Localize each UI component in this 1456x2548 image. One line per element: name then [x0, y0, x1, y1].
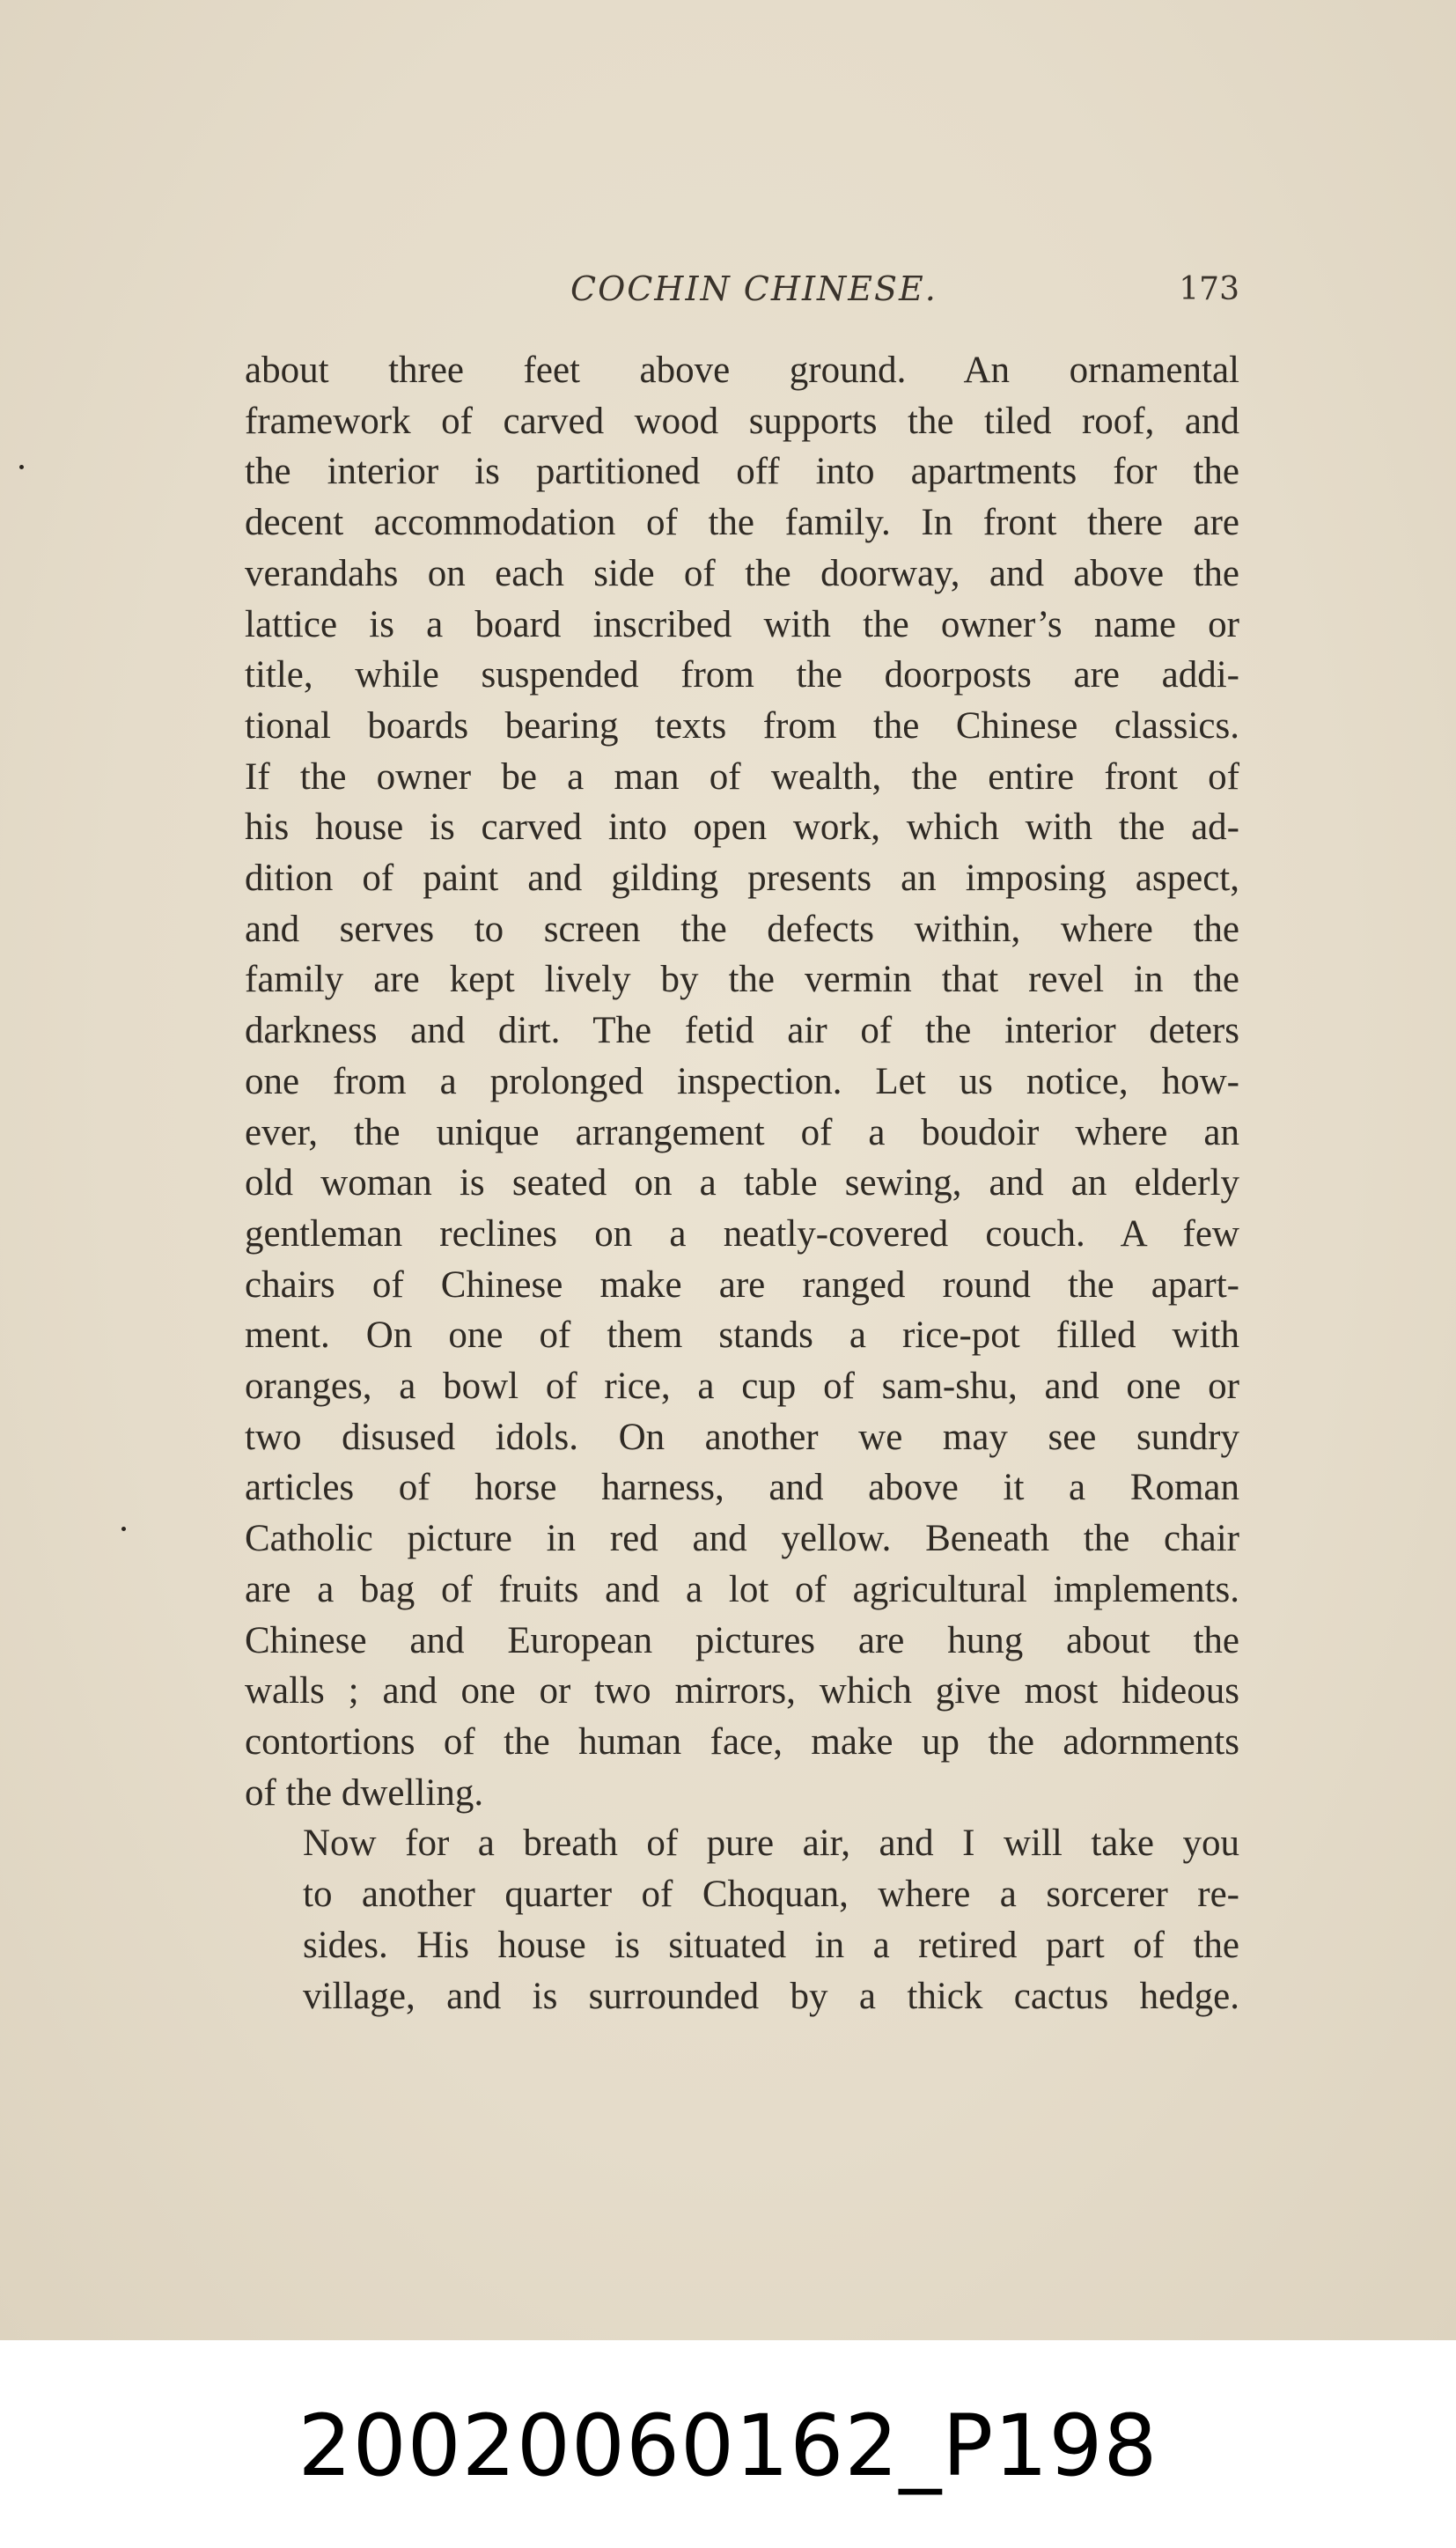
text-line: are a bag of fruits and a lot of agricultural implements.: [245, 1568, 1239, 1610]
text-line: to another quarter of Choquan, where a sorcerer re-: [303, 1874, 1239, 1916]
scan-identifier: 20020060162_P198: [298, 2397, 1158, 2495]
text-line: and serves to screen the defects within, where the: [245, 908, 1239, 950]
paper-speck: [19, 465, 24, 469]
text-line: darkness and dirt. The fetid air of the interior deters: [245, 1010, 1239, 1052]
text-line: one from a prolonged inspection. Let us notice, how-: [245, 1060, 1239, 1102]
text-line: articles of horse harness, and above it a Roman: [245, 1467, 1239, 1509]
text-line: ment. On one of them stands a rice-pot filled with: [245, 1315, 1239, 1357]
paragraph-2: [245, 1818, 1239, 2021]
text-line: chairs of Chinese make are ranged round the apart-: [245, 1263, 1239, 1306]
running-title: COCHIN CHINESE.: [570, 269, 938, 308]
text-line: tional boards bearing texts from the Chinese classics.: [245, 704, 1239, 747]
text-line: sides. His house is situated in a retired part of the: [303, 1924, 1239, 1966]
text-line: family are kept lively by the vermin that revel in the: [245, 959, 1239, 1001]
text-line: lattice is a board inscribed with the owner’s name or: [245, 603, 1239, 645]
text-line: decent accommodation of the family. In front there are: [245, 502, 1239, 544]
text-line: gentleman reclines on a neatly-covered couch. A few: [245, 1212, 1239, 1255]
text-line: Catholic picture in red and yellow. Beneath the chair: [245, 1518, 1239, 1560]
paragraph-1: [245, 345, 1239, 1818]
text-line: his house is carved into open work, which with the ad-: [245, 806, 1239, 849]
text-line: oranges, a bowl of rice, a cup of sam-shu, and one or: [245, 1366, 1239, 1408]
text-line: about three feet above ground. An ornamental: [245, 350, 1239, 391]
text-line: of the dwelling.: [245, 1771, 484, 1814]
text-line: the interior is partitioned off into apartments for the: [245, 451, 1239, 493]
page-number: 173: [1179, 271, 1239, 307]
text-line: Chinese and European pictures are hung about the: [245, 1619, 1239, 1661]
text-line: village, and is surrounded by a thick cactus hedge.: [303, 1975, 1239, 2017]
text-line: ever, the unique arrangement of a boudoir where an: [245, 1111, 1239, 1153]
text-line: dition of paint and gilding presents an imposing aspect,: [245, 858, 1239, 900]
text-line: two disused idols. On another we may see sundry: [245, 1416, 1239, 1458]
body-text: [245, 345, 1239, 2021]
text-line: contortions of the human face, make up the adornments: [245, 1720, 1239, 1763]
text-line: verandahs on each side of the doorway, and above the: [245, 552, 1239, 594]
text-line: Now for a breath of pure air, and I will take you: [303, 1823, 1239, 1865]
text-line: title, while suspended from the doorposts are addi-: [245, 654, 1239, 696]
text-line: walls ; and one or two mirrors, which give most hideous: [245, 1670, 1239, 1712]
text-line: old woman is seated on a table sewing, and an elderly: [245, 1162, 1239, 1204]
text-line: If the owner be a man of wealth, the entire front of: [245, 755, 1239, 798]
running-header: [245, 269, 1239, 313]
text-line: framework of carved wood supports the tiled roof, and: [245, 400, 1239, 442]
paper-speck: [121, 1527, 126, 1531]
caption-bar: [0, 2340, 1456, 2548]
